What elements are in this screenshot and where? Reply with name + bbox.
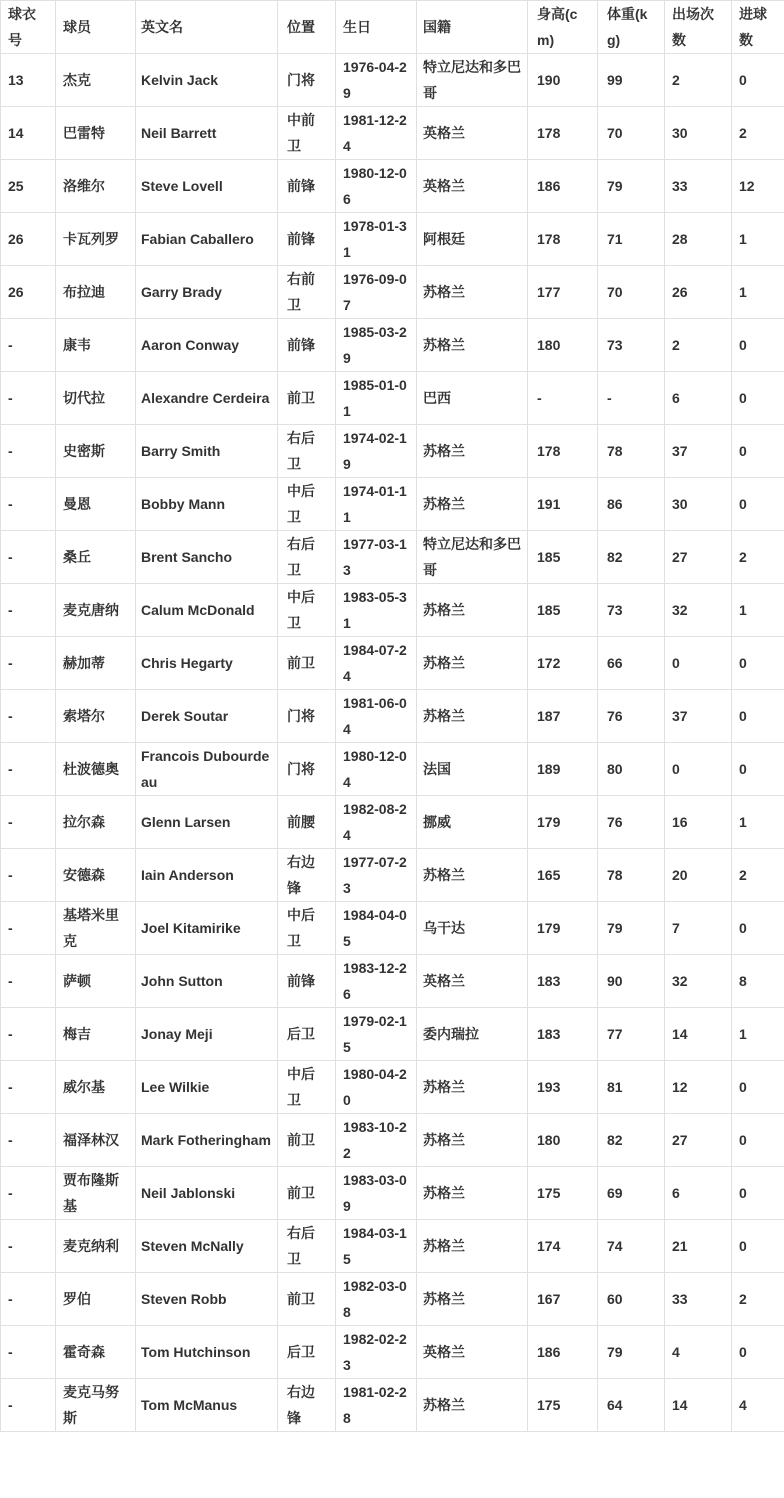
column-header-height: 身高(cm) — [528, 1, 598, 54]
cell-height: 179 — [528, 902, 598, 955]
cell-appearances: 6 — [665, 372, 732, 425]
cell-position: 右后卫 — [278, 531, 336, 584]
table-row — [1, 1379, 784, 1432]
cell-birthday: 1983-10-22 — [336, 1114, 417, 1167]
cell-nationality: 苏格兰 — [417, 266, 528, 319]
cell-weight: 78 — [598, 425, 665, 478]
cell-birthday: 1974-02-19 — [336, 425, 417, 478]
cell-birthday: 1980-04-20 — [336, 1061, 417, 1114]
table-row — [1, 902, 784, 955]
cell-en-name: Aaron Conway — [136, 319, 278, 372]
cell-birthday: 1984-03-15 — [336, 1220, 417, 1273]
cell-weight: 99 — [598, 54, 665, 107]
cell-goals: 1 — [732, 266, 784, 319]
cell-weight: 73 — [598, 319, 665, 372]
cell-birthday: 1983-05-31 — [336, 584, 417, 637]
cell-goals: 0 — [732, 425, 784, 478]
cell-jersey: - — [1, 1167, 56, 1220]
cell-weight: 70 — [598, 107, 665, 160]
cell-nationality: 苏格兰 — [417, 637, 528, 690]
cell-birthday: 1980-12-04 — [336, 743, 417, 796]
cell-nationality: 乌干达 — [417, 902, 528, 955]
cell-weight: 82 — [598, 1114, 665, 1167]
table-row — [1, 372, 784, 425]
cell-height: 183 — [528, 955, 598, 1008]
cell-height: 183 — [528, 1008, 598, 1061]
cell-en-name: Mark Fotheringham — [136, 1114, 278, 1167]
column-header-position: 位置 — [278, 1, 336, 54]
cell-nationality: 苏格兰 — [417, 1061, 528, 1114]
cell-height: 189 — [528, 743, 598, 796]
cell-goals: 8 — [732, 955, 784, 1008]
cell-appearances: 30 — [665, 478, 732, 531]
cell-position: 前锋 — [278, 955, 336, 1008]
cell-birthday: 1980-12-06 — [336, 160, 417, 213]
cell-position: 前锋 — [278, 160, 336, 213]
cell-jersey: - — [1, 425, 56, 478]
table-row — [1, 584, 784, 637]
cell-height: 178 — [528, 213, 598, 266]
cell-nationality: 英格兰 — [417, 1326, 528, 1379]
cell-appearances: 21 — [665, 1220, 732, 1273]
table-row — [1, 1008, 784, 1061]
cell-birthday: 1983-03-09 — [336, 1167, 417, 1220]
cell-birthday: 1976-04-29 — [336, 54, 417, 107]
cell-birthday: 1977-07-23 — [336, 849, 417, 902]
cell-goals: 0 — [732, 902, 784, 955]
cell-position: 前卫 — [278, 637, 336, 690]
cell-weight: 80 — [598, 743, 665, 796]
cell-player: 安德森 — [56, 849, 136, 902]
cell-position: 中前卫 — [278, 107, 336, 160]
table-row — [1, 266, 784, 319]
cell-player: 洛维尔 — [56, 160, 136, 213]
players-table-body — [1, 54, 784, 1432]
cell-birthday: 1979-02-15 — [336, 1008, 417, 1061]
cell-birthday: 1978-01-31 — [336, 213, 417, 266]
table-row — [1, 1114, 784, 1167]
cell-en-name: Steven McNally — [136, 1220, 278, 1273]
cell-nationality: 苏格兰 — [417, 1379, 528, 1432]
cell-nationality: 法国 — [417, 743, 528, 796]
cell-position: 门将 — [278, 690, 336, 743]
cell-height: 185 — [528, 584, 598, 637]
cell-height: 180 — [528, 1114, 598, 1167]
column-header-jersey: 球衣号 — [1, 1, 56, 54]
cell-goals: 1 — [732, 213, 784, 266]
cell-en-name: Tom McManus — [136, 1379, 278, 1432]
cell-height: 178 — [528, 107, 598, 160]
cell-player: 康韦 — [56, 319, 136, 372]
cell-jersey: - — [1, 637, 56, 690]
cell-birthday: 1976-09-07 — [336, 266, 417, 319]
cell-en-name: Francois Dubourdeau — [136, 743, 278, 796]
cell-jersey: - — [1, 1008, 56, 1061]
table-row — [1, 637, 784, 690]
cell-player: 麦克唐纳 — [56, 584, 136, 637]
cell-goals: 1 — [732, 1008, 784, 1061]
cell-goals: 2 — [732, 849, 784, 902]
cell-player: 麦克纳利 — [56, 1220, 136, 1273]
cell-en-name: Kelvin Jack — [136, 54, 278, 107]
cell-height: 193 — [528, 1061, 598, 1114]
cell-nationality: 委内瑞拉 — [417, 1008, 528, 1061]
cell-birthday: 1981-06-04 — [336, 690, 417, 743]
cell-appearances: 33 — [665, 160, 732, 213]
cell-nationality: 特立尼达和多巴哥 — [417, 531, 528, 584]
cell-player: 福泽林汉 — [56, 1114, 136, 1167]
cell-birthday: 1982-03-08 — [336, 1273, 417, 1326]
cell-goals: 0 — [732, 1167, 784, 1220]
cell-birthday: 1985-03-29 — [336, 319, 417, 372]
table-row — [1, 1273, 784, 1326]
table-row — [1, 107, 784, 160]
cell-weight: 78 — [598, 849, 665, 902]
cell-goals: 1 — [732, 796, 784, 849]
cell-en-name: Barry Smith — [136, 425, 278, 478]
cell-height: 178 — [528, 425, 598, 478]
table-row — [1, 1220, 784, 1273]
cell-jersey: - — [1, 1114, 56, 1167]
cell-nationality: 苏格兰 — [417, 849, 528, 902]
cell-nationality: 英格兰 — [417, 107, 528, 160]
cell-nationality: 巴西 — [417, 372, 528, 425]
column-header-player: 球员 — [56, 1, 136, 54]
table-row — [1, 849, 784, 902]
cell-en-name: Joel Kitamirike — [136, 902, 278, 955]
table-row — [1, 1061, 784, 1114]
table-row — [1, 160, 784, 213]
cell-height: 175 — [528, 1167, 598, 1220]
cell-weight: 82 — [598, 531, 665, 584]
table-row — [1, 531, 784, 584]
cell-jersey: - — [1, 1220, 56, 1273]
cell-jersey: - — [1, 902, 56, 955]
cell-player: 麦克马努斯 — [56, 1379, 136, 1432]
cell-weight: 79 — [598, 902, 665, 955]
cell-appearances: 0 — [665, 637, 732, 690]
cell-jersey: 14 — [1, 107, 56, 160]
cell-nationality: 挪威 — [417, 796, 528, 849]
cell-position: 前腰 — [278, 796, 336, 849]
cell-nationality: 苏格兰 — [417, 1167, 528, 1220]
cell-goals: 0 — [732, 1220, 784, 1273]
cell-jersey: - — [1, 584, 56, 637]
cell-en-name: Fabian Caballero — [136, 213, 278, 266]
cell-nationality: 苏格兰 — [417, 1273, 528, 1326]
cell-position: 前卫 — [278, 1273, 336, 1326]
cell-player: 霍奇森 — [56, 1326, 136, 1379]
cell-player: 曼恩 — [56, 478, 136, 531]
cell-birthday: 1974-01-11 — [336, 478, 417, 531]
cell-height: 174 — [528, 1220, 598, 1273]
cell-en-name: Jonay Meji — [136, 1008, 278, 1061]
cell-position: 后卫 — [278, 1008, 336, 1061]
cell-player: 威尔基 — [56, 1061, 136, 1114]
cell-player: 拉尔森 — [56, 796, 136, 849]
cell-en-name: Calum McDonald — [136, 584, 278, 637]
cell-goals: 4 — [732, 1379, 784, 1432]
cell-weight: 90 — [598, 955, 665, 1008]
cell-jersey: - — [1, 531, 56, 584]
cell-height: 167 — [528, 1273, 598, 1326]
cell-goals: 0 — [732, 1114, 784, 1167]
cell-appearances: 4 — [665, 1326, 732, 1379]
cell-en-name: Steven Robb — [136, 1273, 278, 1326]
cell-goals: 2 — [732, 107, 784, 160]
cell-weight: 66 — [598, 637, 665, 690]
cell-position: 前卫 — [278, 372, 336, 425]
cell-height: 177 — [528, 266, 598, 319]
cell-appearances: 2 — [665, 319, 732, 372]
cell-goals: 0 — [732, 690, 784, 743]
cell-nationality: 英格兰 — [417, 160, 528, 213]
cell-appearances: 37 — [665, 425, 732, 478]
cell-jersey: - — [1, 796, 56, 849]
cell-en-name: Garry Brady — [136, 266, 278, 319]
table-row — [1, 1167, 784, 1220]
table-row — [1, 690, 784, 743]
cell-position: 右后卫 — [278, 425, 336, 478]
cell-birthday: 1983-12-26 — [336, 955, 417, 1008]
cell-player: 杜波德奥 — [56, 743, 136, 796]
cell-en-name: Tom Hutchinson — [136, 1326, 278, 1379]
cell-goals: 0 — [732, 1326, 784, 1379]
cell-jersey: 26 — [1, 213, 56, 266]
cell-en-name: Alexandre Cerdeira — [136, 372, 278, 425]
cell-birthday: 1981-12-24 — [336, 107, 417, 160]
cell-goals: 0 — [732, 319, 784, 372]
cell-jersey: 25 — [1, 160, 56, 213]
cell-appearances: 14 — [665, 1379, 732, 1432]
cell-birthday: 1977-03-13 — [336, 531, 417, 584]
cell-position: 中后卫 — [278, 902, 336, 955]
cell-player: 梅吉 — [56, 1008, 136, 1061]
cell-position: 前锋 — [278, 213, 336, 266]
cell-en-name: Brent Sancho — [136, 531, 278, 584]
table-row — [1, 796, 784, 849]
cell-nationality: 阿根廷 — [417, 213, 528, 266]
cell-en-name: Derek Soutar — [136, 690, 278, 743]
table-row — [1, 54, 784, 107]
cell-goals: 0 — [732, 637, 784, 690]
cell-appearances: 16 — [665, 796, 732, 849]
cell-en-name: Glenn Larsen — [136, 796, 278, 849]
cell-height: 165 — [528, 849, 598, 902]
cell-appearances: 0 — [665, 743, 732, 796]
cell-weight: 76 — [598, 796, 665, 849]
cell-weight: 77 — [598, 1008, 665, 1061]
cell-birthday: 1984-07-24 — [336, 637, 417, 690]
cell-jersey: - — [1, 1061, 56, 1114]
cell-jersey: - — [1, 1326, 56, 1379]
cell-birthday: 1981-02-28 — [336, 1379, 417, 1432]
table-row — [1, 743, 784, 796]
cell-jersey: - — [1, 319, 56, 372]
cell-height: 186 — [528, 160, 598, 213]
cell-appearances: 27 — [665, 1114, 732, 1167]
cell-jersey: - — [1, 1379, 56, 1432]
column-header-birthday: 生日 — [336, 1, 417, 54]
cell-position: 中后卫 — [278, 1061, 336, 1114]
cell-nationality: 英格兰 — [417, 955, 528, 1008]
cell-jersey: 26 — [1, 266, 56, 319]
cell-position: 门将 — [278, 743, 336, 796]
cell-jersey: - — [1, 955, 56, 1008]
cell-appearances: 37 — [665, 690, 732, 743]
cell-nationality: 苏格兰 — [417, 690, 528, 743]
cell-appearances: 14 — [665, 1008, 732, 1061]
cell-nationality: 特立尼达和多巴哥 — [417, 54, 528, 107]
cell-player: 罗伯 — [56, 1273, 136, 1326]
cell-goals: 2 — [732, 1273, 784, 1326]
cell-player: 基塔米里克 — [56, 902, 136, 955]
cell-position: 前锋 — [278, 319, 336, 372]
cell-goals: 1 — [732, 584, 784, 637]
cell-height: 179 — [528, 796, 598, 849]
cell-position: 右前卫 — [278, 266, 336, 319]
cell-en-name: Bobby Mann — [136, 478, 278, 531]
cell-weight: 70 — [598, 266, 665, 319]
cell-nationality: 苏格兰 — [417, 584, 528, 637]
cell-nationality: 苏格兰 — [417, 319, 528, 372]
cell-position: 后卫 — [278, 1326, 336, 1379]
cell-nationality: 苏格兰 — [417, 1220, 528, 1273]
cell-jersey: 13 — [1, 54, 56, 107]
cell-appearances: 7 — [665, 902, 732, 955]
cell-en-name: Chris Hegarty — [136, 637, 278, 690]
cell-weight: 73 — [598, 584, 665, 637]
cell-height: 190 — [528, 54, 598, 107]
cell-nationality: 苏格兰 — [417, 1114, 528, 1167]
cell-position: 中后卫 — [278, 478, 336, 531]
cell-height: 180 — [528, 319, 598, 372]
cell-weight: 64 — [598, 1379, 665, 1432]
table-row — [1, 319, 784, 372]
cell-height: - — [528, 372, 598, 425]
table-row — [1, 478, 784, 531]
cell-goals: 0 — [732, 478, 784, 531]
cell-height: 191 — [528, 478, 598, 531]
column-header-weight: 体重(kg) — [598, 1, 665, 54]
cell-en-name: Neil Barrett — [136, 107, 278, 160]
cell-appearances: 27 — [665, 531, 732, 584]
cell-jersey: - — [1, 1273, 56, 1326]
cell-player: 贾布隆斯基 — [56, 1167, 136, 1220]
cell-en-name: John Sutton — [136, 955, 278, 1008]
table-row — [1, 955, 784, 1008]
cell-jersey: - — [1, 743, 56, 796]
table-row — [1, 1326, 784, 1379]
column-header-en-name: 英文名 — [136, 1, 278, 54]
cell-height: 187 — [528, 690, 598, 743]
cell-nationality: 苏格兰 — [417, 478, 528, 531]
cell-birthday: 1982-08-24 — [336, 796, 417, 849]
cell-appearances: 20 — [665, 849, 732, 902]
cell-player: 史密斯 — [56, 425, 136, 478]
cell-weight: 81 — [598, 1061, 665, 1114]
cell-appearances: 26 — [665, 266, 732, 319]
cell-birthday: 1982-02-23 — [336, 1326, 417, 1379]
cell-player: 索塔尔 — [56, 690, 136, 743]
cell-height: 172 — [528, 637, 598, 690]
cell-position: 右后卫 — [278, 1220, 336, 1273]
cell-player: 杰克 — [56, 54, 136, 107]
cell-position: 前卫 — [278, 1167, 336, 1220]
cell-goals: 0 — [732, 54, 784, 107]
cell-appearances: 12 — [665, 1061, 732, 1114]
cell-weight: 71 — [598, 213, 665, 266]
cell-appearances: 33 — [665, 1273, 732, 1326]
cell-appearances: 2 — [665, 54, 732, 107]
column-header-goals: 进球数 — [732, 1, 784, 54]
cell-en-name: Steve Lovell — [136, 160, 278, 213]
cell-en-name: Lee Wilkie — [136, 1061, 278, 1114]
cell-goals: 12 — [732, 160, 784, 213]
cell-jersey: - — [1, 372, 56, 425]
cell-goals: 0 — [732, 372, 784, 425]
cell-player: 赫加蒂 — [56, 637, 136, 690]
cell-position: 右边锋 — [278, 849, 336, 902]
cell-player: 卡瓦列罗 — [56, 213, 136, 266]
cell-height: 185 — [528, 531, 598, 584]
table-row — [1, 213, 784, 266]
cell-appearances: 28 — [665, 213, 732, 266]
cell-weight: 69 — [598, 1167, 665, 1220]
cell-weight: 79 — [598, 1326, 665, 1379]
cell-en-name: Neil Jablonski — [136, 1167, 278, 1220]
cell-birthday: 1984-04-05 — [336, 902, 417, 955]
cell-player: 巴雷特 — [56, 107, 136, 160]
cell-goals: 0 — [732, 1061, 784, 1114]
cell-appearances: 32 — [665, 584, 732, 637]
cell-position: 门将 — [278, 54, 336, 107]
cell-weight: 74 — [598, 1220, 665, 1273]
column-header-nationality: 国籍 — [417, 1, 528, 54]
cell-position: 右边锋 — [278, 1379, 336, 1432]
cell-appearances: 6 — [665, 1167, 732, 1220]
table-row — [1, 425, 784, 478]
cell-player: 布拉迪 — [56, 266, 136, 319]
cell-appearances: 30 — [665, 107, 732, 160]
cell-jersey: - — [1, 849, 56, 902]
cell-goals: 0 — [732, 743, 784, 796]
cell-weight: 79 — [598, 160, 665, 213]
column-header-appearances: 出场次数 — [665, 1, 732, 54]
cell-height: 175 — [528, 1379, 598, 1432]
cell-height: 186 — [528, 1326, 598, 1379]
cell-player: 萨顿 — [56, 955, 136, 1008]
cell-position: 中后卫 — [278, 584, 336, 637]
cell-en-name: Iain Anderson — [136, 849, 278, 902]
cell-jersey: - — [1, 690, 56, 743]
cell-birthday: 1985-01-01 — [336, 372, 417, 425]
cell-appearances: 32 — [665, 955, 732, 1008]
cell-player: 切代拉 — [56, 372, 136, 425]
cell-weight: - — [598, 372, 665, 425]
cell-jersey: - — [1, 478, 56, 531]
cell-weight: 60 — [598, 1273, 665, 1326]
cell-player: 桑丘 — [56, 531, 136, 584]
cell-nationality: 苏格兰 — [417, 425, 528, 478]
cell-position: 前卫 — [278, 1114, 336, 1167]
header-row — [1, 1, 784, 54]
cell-weight: 76 — [598, 690, 665, 743]
cell-goals: 2 — [732, 531, 784, 584]
cell-weight: 86 — [598, 478, 665, 531]
